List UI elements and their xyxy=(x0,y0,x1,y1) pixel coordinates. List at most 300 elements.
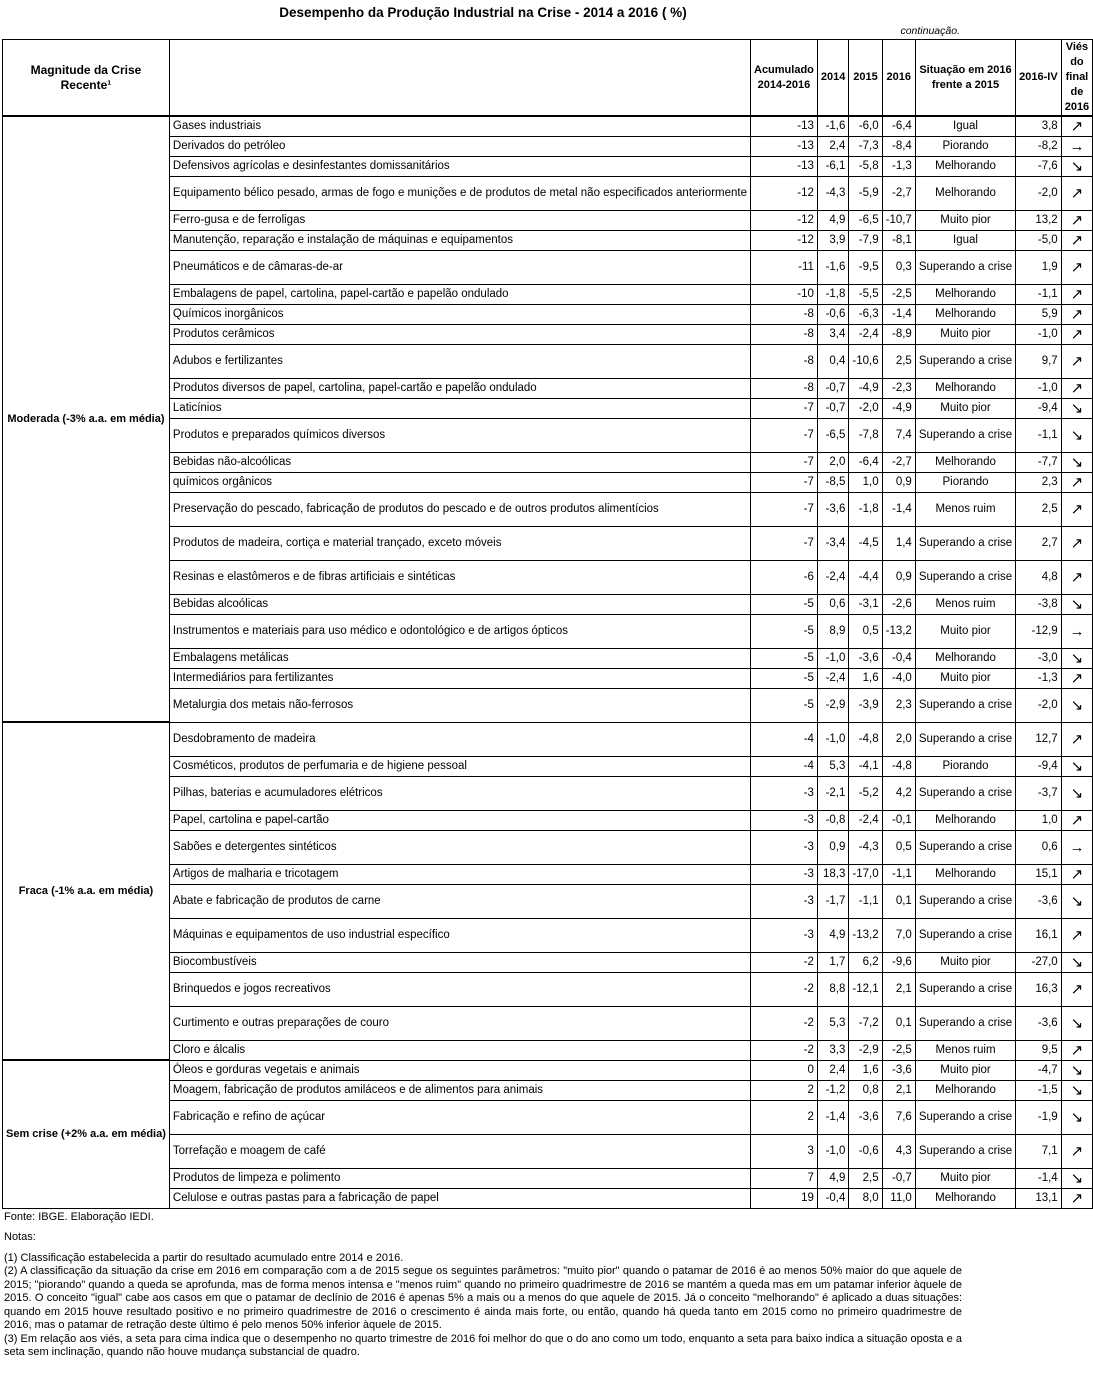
value-2015: -3,6 xyxy=(849,1100,882,1134)
value-2014: 3,9 xyxy=(817,230,848,250)
group-label: Fraca (-1% a.a. em média) xyxy=(3,722,170,1060)
situacao-value: Melhorando xyxy=(915,1188,1015,1208)
value-2015: -4,3 xyxy=(849,830,882,864)
value-2016: 0,1 xyxy=(882,884,915,918)
product-name: Máquinas e equipamentos de uso industrial específico xyxy=(169,918,750,952)
value-2015: -2,0 xyxy=(849,398,882,418)
value-2015: -4,8 xyxy=(849,722,882,756)
acumulado-value: -7 xyxy=(751,526,818,560)
acumulado-value: -5 xyxy=(751,648,818,668)
value-2014: 2,4 xyxy=(817,136,848,156)
value-2015: -17,0 xyxy=(849,864,882,884)
product-name: Pilhas, baterias e acumuladores elétricos xyxy=(169,776,750,810)
value-2016: -2,7 xyxy=(882,452,915,472)
situacao-value: Piorando xyxy=(915,136,1015,156)
value-2016: -2,6 xyxy=(882,594,915,614)
value-2016: 2,0 xyxy=(882,722,915,756)
situacao-value: Superando a crise xyxy=(915,776,1015,810)
acumulado-value: -13 xyxy=(751,156,818,176)
value-2016: -1,1 xyxy=(882,864,915,884)
value-2014: -1,0 xyxy=(817,722,848,756)
vies-arrow-icon: ↗ xyxy=(1061,1040,1092,1060)
value-2014: -1,6 xyxy=(817,250,848,284)
acumulado-value: -12 xyxy=(751,210,818,230)
vies-arrow-icon: ↘ xyxy=(1061,1080,1092,1100)
value-2016-iv: 7,1 xyxy=(1016,1134,1062,1168)
situacao-value: Superando a crise xyxy=(915,1006,1015,1040)
product-name: Adubos e fertilizantes xyxy=(169,344,750,378)
vies-arrow-icon: ↘ xyxy=(1061,1100,1092,1134)
value-2015: 1,0 xyxy=(849,472,882,492)
group-label: Moderada (-3% a.a. em média) xyxy=(3,116,170,722)
vies-arrow-icon: ↗ xyxy=(1061,230,1092,250)
value-2016-iv: 9,5 xyxy=(1016,1040,1062,1060)
value-2015: -5,8 xyxy=(849,156,882,176)
value-2015: 0,5 xyxy=(849,614,882,648)
value-2014: 4,9 xyxy=(817,210,848,230)
product-name: Brinquedos e jogos recreativos xyxy=(169,972,750,1006)
value-2014: -3,6 xyxy=(817,492,848,526)
header-2016: 2016 xyxy=(882,40,915,117)
situacao-value: Melhorando xyxy=(915,156,1015,176)
value-2016: 0,9 xyxy=(882,560,915,594)
value-2015: -5,2 xyxy=(849,776,882,810)
acumulado-value: 3 xyxy=(751,1134,818,1168)
situacao-value: Melhorando xyxy=(915,864,1015,884)
acumulado-value: -8 xyxy=(751,304,818,324)
vies-arrow-icon: ↗ xyxy=(1061,722,1092,756)
value-2014: 5,3 xyxy=(817,1006,848,1040)
situacao-value: Melhorando xyxy=(915,1080,1015,1100)
value-2016: -9,6 xyxy=(882,952,915,972)
situacao-value: Melhorando xyxy=(915,810,1015,830)
product-name: Curtimento e outras preparações de couro xyxy=(169,1006,750,1040)
value-2016: -1,4 xyxy=(882,304,915,324)
vies-arrow-icon: ↘ xyxy=(1061,1060,1092,1080)
acumulado-value: 2 xyxy=(751,1080,818,1100)
value-2015: -4,5 xyxy=(849,526,882,560)
value-2014: -0,7 xyxy=(817,378,848,398)
product-name: Ferro-gusa e de ferroligas xyxy=(169,210,750,230)
value-2016-iv: -1,3 xyxy=(1016,668,1062,688)
value-2015: -3,9 xyxy=(849,688,882,722)
acumulado-value: -3 xyxy=(751,830,818,864)
vies-arrow-icon: → xyxy=(1061,614,1092,648)
value-2015: -7,2 xyxy=(849,1006,882,1040)
acumulado-value: 7 xyxy=(751,1168,818,1188)
value-2014: 2,4 xyxy=(817,1060,848,1080)
acumulado-value: -12 xyxy=(751,230,818,250)
situacao-value: Piorando xyxy=(915,472,1015,492)
acumulado-value: -7 xyxy=(751,398,818,418)
product-name: Sabões e detergentes sintéticos xyxy=(169,830,750,864)
header-vies: Viés do final de 2016 xyxy=(1061,40,1092,117)
vies-arrow-icon: ↘ xyxy=(1061,594,1092,614)
acumulado-value: -4 xyxy=(751,756,818,776)
situacao-value: Superando a crise xyxy=(915,722,1015,756)
value-2016: -2,7 xyxy=(882,176,915,210)
value-2016-iv: 9,7 xyxy=(1016,344,1062,378)
product-name: Produtos de madeira, cortiça e material trançado, exceto móveis xyxy=(169,526,750,560)
value-2016: -0,7 xyxy=(882,1168,915,1188)
notes-section xyxy=(0,1209,966,1360)
vies-arrow-icon: ↗ xyxy=(1061,492,1092,526)
value-2016-iv: -7,7 xyxy=(1016,452,1062,472)
value-2014: 4,9 xyxy=(817,1168,848,1188)
product-name: Cloro e álcalis xyxy=(169,1040,750,1060)
vies-arrow-icon: ↗ xyxy=(1061,918,1092,952)
value-2016: -4,9 xyxy=(882,398,915,418)
note-3: (3) Em relação aos viés, a seta para cima indica que o desempenho no quarto trimestre de 2016 foi melhor do que o do ano como um todo, enquanto a seta para baixo indica a situação oposta e a seta sem inclinação, quando não houve mudança substancial de quadro. xyxy=(4,1332,962,1358)
header-product xyxy=(169,40,750,117)
situacao-value: Superando a crise xyxy=(915,418,1015,452)
note-2: (2) A classificação da situação da crise em 2016 em comparação com a de 2015 segue os seguintes parâmetros: "muito pior" quando o patamar de 2016 é ao menos 50% maior do que aquele de 2015; "piorando" quando a queda se aprofunda, mas de forma menos intensa e "menos ruim" quando no primeiro quadrimestre de 2016 se mantém a queda mas em um patamar inferior àquele de 2015. O conceito "igual" cabe aos casos em que o patamar de declínio de 2016 é apenas 5% a mais ou a menos do que aquele de 2015. Já o conceito "melhorando" é aplicado a duas situações: quando em 2015 houve resultado positivo e no primeiro quadrimestre de 2016 o crescimento é ainda mais forte, ou então, quando há queda tanto em 2015 como no primeiro quadrimestre de 2016, mas o patamar de retração deste último é pelo menos 50% inferior àquele de 2015. xyxy=(4,1265,962,1331)
vies-arrow-icon: → xyxy=(1061,136,1092,156)
acumulado-value: -3 xyxy=(751,918,818,952)
acumulado-value: -7 xyxy=(751,452,818,472)
acumulado-value: -3 xyxy=(751,864,818,884)
vies-arrow-icon: ↗ xyxy=(1061,250,1092,284)
acumulado-value: -3 xyxy=(751,810,818,830)
acumulado-value: -8 xyxy=(751,378,818,398)
vies-arrow-icon: ↗ xyxy=(1061,972,1092,1006)
value-2016: -6,4 xyxy=(882,116,915,136)
value-2015: -12,1 xyxy=(849,972,882,1006)
value-2015: -6,4 xyxy=(849,452,882,472)
value-2016-iv: 5,9 xyxy=(1016,304,1062,324)
value-2014: -0,6 xyxy=(817,304,848,324)
acumulado-value: 19 xyxy=(751,1188,818,1208)
product-name: Defensivos agrícolas e desinfestantes domissanitários xyxy=(169,156,750,176)
acumulado-value: -8 xyxy=(751,324,818,344)
value-2014: 0,4 xyxy=(817,344,848,378)
situacao-value: Muito pior xyxy=(915,1168,1015,1188)
situacao-value: Piorando xyxy=(915,756,1015,776)
value-2016: 0,9 xyxy=(882,472,915,492)
value-2016: 2,3 xyxy=(882,688,915,722)
situacao-value: Superando a crise xyxy=(915,918,1015,952)
situacao-value: Melhorando xyxy=(915,176,1015,210)
value-2015: -7,8 xyxy=(849,418,882,452)
acumulado-value: -5 xyxy=(751,614,818,648)
value-2016-iv: -9,4 xyxy=(1016,398,1062,418)
vies-arrow-icon: ↘ xyxy=(1061,1168,1092,1188)
acumulado-value: -7 xyxy=(751,418,818,452)
value-2014: -4,3 xyxy=(817,176,848,210)
vies-arrow-icon: ↗ xyxy=(1061,176,1092,210)
value-2015: -13,2 xyxy=(849,918,882,952)
value-2016: 2,1 xyxy=(882,972,915,1006)
value-2014: 0,9 xyxy=(817,830,848,864)
value-2016-iv: -9,4 xyxy=(1016,756,1062,776)
value-2016-iv: -2,0 xyxy=(1016,176,1062,210)
product-name: Torrefação e moagem de café xyxy=(169,1134,750,1168)
value-2016-iv: -3,6 xyxy=(1016,1006,1062,1040)
value-2016-iv: -7,6 xyxy=(1016,156,1062,176)
product-name: Derivados do petróleo xyxy=(169,136,750,156)
value-2016-iv: 2,5 xyxy=(1016,492,1062,526)
vies-arrow-icon: ↘ xyxy=(1061,648,1092,668)
value-2015: -1,8 xyxy=(849,492,882,526)
product-name: Gases industriais xyxy=(169,116,750,136)
value-2016-iv: 16,3 xyxy=(1016,972,1062,1006)
value-2014: -6,1 xyxy=(817,156,848,176)
vies-arrow-icon: ↘ xyxy=(1061,756,1092,776)
value-2015: 6,2 xyxy=(849,952,882,972)
acumulado-value: -10 xyxy=(751,284,818,304)
vies-arrow-icon: ↗ xyxy=(1061,526,1092,560)
acumulado-value: -2 xyxy=(751,1006,818,1040)
vies-arrow-icon: ↘ xyxy=(1061,1006,1092,1040)
product-name: químicos orgânicos xyxy=(169,472,750,492)
product-name: Instrumentos e materiais para uso médico e odontológico e de artigos ópticos xyxy=(169,614,750,648)
value-2016: -3,6 xyxy=(882,1060,915,1080)
vies-arrow-icon: ↗ xyxy=(1061,378,1092,398)
product-name: Abate e fabricação de produtos de carne xyxy=(169,884,750,918)
performance-table xyxy=(2,39,1093,1209)
situacao-value: Muito pior xyxy=(915,614,1015,648)
header-acumulado: Acumulado 2014-2016 xyxy=(751,40,818,117)
group-label: Sem crise (+2% a.a. em média) xyxy=(3,1060,170,1208)
product-name: Embalagens de papel, cartolina, papel-cartão e papelão ondulado xyxy=(169,284,750,304)
page-title: Desempenho da Produção Industrial na Crise - 2014 a 2016 ( %) xyxy=(279,5,687,20)
value-2015: 2,5 xyxy=(849,1168,882,1188)
product-name: Bebidas alcoólicas xyxy=(169,594,750,614)
value-2014: -0,4 xyxy=(817,1188,848,1208)
table-row xyxy=(3,722,1093,756)
value-2016-iv: 16,1 xyxy=(1016,918,1062,952)
situacao-value: Superando a crise xyxy=(915,344,1015,378)
value-2014: -1,0 xyxy=(817,648,848,668)
acumulado-value: -2 xyxy=(751,972,818,1006)
situacao-value: Melhorando xyxy=(915,378,1015,398)
value-2014: 2,0 xyxy=(817,452,848,472)
situacao-value: Melhorando xyxy=(915,648,1015,668)
situacao-value: Muito pior xyxy=(915,952,1015,972)
acumulado-value: -2 xyxy=(751,952,818,972)
product-name: Químicos inorgânicos xyxy=(169,304,750,324)
vies-arrow-icon: ↘ xyxy=(1061,156,1092,176)
value-2016: -1,4 xyxy=(882,492,915,526)
vies-arrow-icon: ↘ xyxy=(1061,952,1092,972)
value-2015: -0,6 xyxy=(849,1134,882,1168)
value-2015: -4,1 xyxy=(849,756,882,776)
situacao-value: Menos ruim xyxy=(915,594,1015,614)
value-2016: -2,5 xyxy=(882,284,915,304)
product-name: Moagem, fabricação de produtos amiláceos e de alimentos para animais xyxy=(169,1080,750,1100)
notes-label: Notas: xyxy=(4,1231,36,1243)
source-line: Fonte: IBGE. Elaboração IEDI. xyxy=(4,1210,154,1223)
value-2016-iv: -5,0 xyxy=(1016,230,1062,250)
value-2014: 0,6 xyxy=(817,594,848,614)
situacao-value: Superando a crise xyxy=(915,972,1015,1006)
value-2015: 0,8 xyxy=(849,1080,882,1100)
value-2016: -10,7 xyxy=(882,210,915,230)
value-2016: -4,0 xyxy=(882,668,915,688)
header-row xyxy=(3,40,1093,117)
value-2016: 7,0 xyxy=(882,918,915,952)
value-2014: 5,3 xyxy=(817,756,848,776)
situacao-value: Superando a crise xyxy=(915,1100,1015,1134)
vies-arrow-icon: ↗ xyxy=(1061,560,1092,594)
acumulado-value: -3 xyxy=(751,884,818,918)
value-2014: -1,7 xyxy=(817,884,848,918)
product-name: Equipamento bélico pesado, armas de fogo e munições e de produtos de metal não especificados anteriormente xyxy=(169,176,750,210)
value-2016: -8,9 xyxy=(882,324,915,344)
product-name: Biocombustíveis xyxy=(169,952,750,972)
situacao-value: Muito pior xyxy=(915,668,1015,688)
product-name: Produtos diversos de papel, cartolina, papel-cartão e papelão ondulado xyxy=(169,378,750,398)
value-2014: 3,3 xyxy=(817,1040,848,1060)
table-row xyxy=(3,1060,1093,1080)
value-2015: -10,6 xyxy=(849,344,882,378)
product-name: Intermediários para fertilizantes xyxy=(169,668,750,688)
value-2016-iv: -1,5 xyxy=(1016,1080,1062,1100)
value-2016: -8,1 xyxy=(882,230,915,250)
value-2016-iv: 12,7 xyxy=(1016,722,1062,756)
acumulado-value: -6 xyxy=(751,560,818,594)
product-name: Artigos de malharia e tricotagem xyxy=(169,864,750,884)
value-2014: -2,4 xyxy=(817,560,848,594)
situacao-value: Melhorando xyxy=(915,284,1015,304)
acumulado-value: -5 xyxy=(751,594,818,614)
product-name: Papel, cartolina e papel-cartão xyxy=(169,810,750,830)
value-2016: -2,3 xyxy=(882,378,915,398)
value-2016-iv: -27,0 xyxy=(1016,952,1062,972)
acumulado-value: -2 xyxy=(751,1040,818,1060)
situacao-value: Superando a crise xyxy=(915,830,1015,864)
value-2014: 1,7 xyxy=(817,952,848,972)
value-2015: -7,3 xyxy=(849,136,882,156)
value-2016: 4,3 xyxy=(882,1134,915,1168)
product-name: Embalagens metálicas xyxy=(169,648,750,668)
value-2014: 8,8 xyxy=(817,972,848,1006)
product-name: Fabricação e refino de açúcar xyxy=(169,1100,750,1134)
value-2016-iv: 2,7 xyxy=(1016,526,1062,560)
value-2014: 3,4 xyxy=(817,324,848,344)
product-name: Produtos de limpeza e polimento xyxy=(169,1168,750,1188)
value-2016: 1,4 xyxy=(882,526,915,560)
situacao-value: Muito pior xyxy=(915,398,1015,418)
vies-arrow-icon: ↗ xyxy=(1061,344,1092,378)
vies-arrow-icon: ↘ xyxy=(1061,776,1092,810)
product-name: Manutenção, reparação e instalação de máquinas e equipamentos xyxy=(169,230,750,250)
value-2015: -3,1 xyxy=(849,594,882,614)
vies-arrow-icon: ↘ xyxy=(1061,398,1092,418)
situacao-value: Igual xyxy=(915,116,1015,136)
situacao-value: Melhorando xyxy=(915,304,1015,324)
situacao-value: Superando a crise xyxy=(915,250,1015,284)
value-2016-iv: -1,9 xyxy=(1016,1100,1062,1134)
product-name: Óleos e gorduras vegetais e animais xyxy=(169,1060,750,1080)
value-2014: 8,9 xyxy=(817,614,848,648)
value-2016: 2,5 xyxy=(882,344,915,378)
value-2015: -5,9 xyxy=(849,176,882,210)
table-row xyxy=(3,116,1093,136)
acumulado-value: -8 xyxy=(751,344,818,378)
product-name: Laticínios xyxy=(169,398,750,418)
acumulado-value: -5 xyxy=(751,688,818,722)
acumulado-value: -3 xyxy=(751,776,818,810)
value-2014: 18,3 xyxy=(817,864,848,884)
value-2015: -4,4 xyxy=(849,560,882,594)
value-2016: 0,3 xyxy=(882,250,915,284)
acumulado-value: -7 xyxy=(751,472,818,492)
value-2014: 4,9 xyxy=(817,918,848,952)
value-2016: 0,1 xyxy=(882,1006,915,1040)
value-2015: -2,4 xyxy=(849,324,882,344)
value-2016: -2,5 xyxy=(882,1040,915,1060)
acumulado-value: -12 xyxy=(751,176,818,210)
product-name: Produtos e preparados químicos diversos xyxy=(169,418,750,452)
value-2014: -1,2 xyxy=(817,1080,848,1100)
vies-arrow-icon: ↗ xyxy=(1061,284,1092,304)
product-name: Desdobramento de madeira xyxy=(169,722,750,756)
vies-arrow-icon: ↗ xyxy=(1061,210,1092,230)
value-2014: -1,0 xyxy=(817,1134,848,1168)
vies-arrow-icon: ↗ xyxy=(1061,864,1092,884)
value-2016-iv: -2,0 xyxy=(1016,688,1062,722)
vies-arrow-icon: ↘ xyxy=(1061,418,1092,452)
value-2016-iv: -1,0 xyxy=(1016,324,1062,344)
vies-arrow-icon: ↗ xyxy=(1061,1188,1092,1208)
situacao-value: Muito pior xyxy=(915,210,1015,230)
value-2014: -1,4 xyxy=(817,1100,848,1134)
value-2016: -4,8 xyxy=(882,756,915,776)
value-2015: -6,0 xyxy=(849,116,882,136)
vies-arrow-icon: ↘ xyxy=(1061,884,1092,918)
value-2016-iv: 15,1 xyxy=(1016,864,1062,884)
value-2016-iv: -1,1 xyxy=(1016,284,1062,304)
vies-arrow-icon: ↗ xyxy=(1061,472,1092,492)
header-2015: 2015 xyxy=(849,40,882,117)
vies-arrow-icon: ↗ xyxy=(1061,324,1092,344)
value-2015: -1,1 xyxy=(849,884,882,918)
value-2015: -4,9 xyxy=(849,378,882,398)
acumulado-value: 0 xyxy=(751,1060,818,1080)
value-2016-iv: -3,0 xyxy=(1016,648,1062,668)
value-2016: 0,5 xyxy=(882,830,915,864)
value-2016: 7,4 xyxy=(882,418,915,452)
product-name: Produtos cerâmicos xyxy=(169,324,750,344)
value-2016: 4,2 xyxy=(882,776,915,810)
product-name: Cosméticos, produtos de perfumaria e de higiene pessoal xyxy=(169,756,750,776)
value-2015: 1,6 xyxy=(849,668,882,688)
value-2015: -2,4 xyxy=(849,810,882,830)
acumulado-value: -13 xyxy=(751,116,818,136)
value-2016-iv: 3,8 xyxy=(1016,116,1062,136)
note-1: (1) Classificação estabelecida a partir do resultado acumulado entre 2014 e 2016. xyxy=(4,1251,404,1264)
vies-arrow-icon: ↗ xyxy=(1061,116,1092,136)
value-2016-iv: -1,4 xyxy=(1016,1168,1062,1188)
header-magnitude: Magnitude da Crise Recente¹ xyxy=(3,40,170,117)
value-2014: -2,9 xyxy=(817,688,848,722)
situacao-value: Superando a crise xyxy=(915,688,1015,722)
value-2014: -0,7 xyxy=(817,398,848,418)
value-2014: -1,6 xyxy=(817,116,848,136)
value-2016-iv: 2,3 xyxy=(1016,472,1062,492)
value-2016: -1,3 xyxy=(882,156,915,176)
acumulado-value: -5 xyxy=(751,668,818,688)
value-2015: -3,6 xyxy=(849,648,882,668)
vies-arrow-icon: ↘ xyxy=(1061,688,1092,722)
value-2016: 11,0 xyxy=(882,1188,915,1208)
header-2014: 2014 xyxy=(817,40,848,117)
header-situacao: Situação em 2016 frente a 2015 xyxy=(915,40,1015,117)
vies-arrow-icon: ↗ xyxy=(1061,668,1092,688)
value-2016-iv: -4,7 xyxy=(1016,1060,1062,1080)
value-2016-iv: -3,8 xyxy=(1016,594,1062,614)
